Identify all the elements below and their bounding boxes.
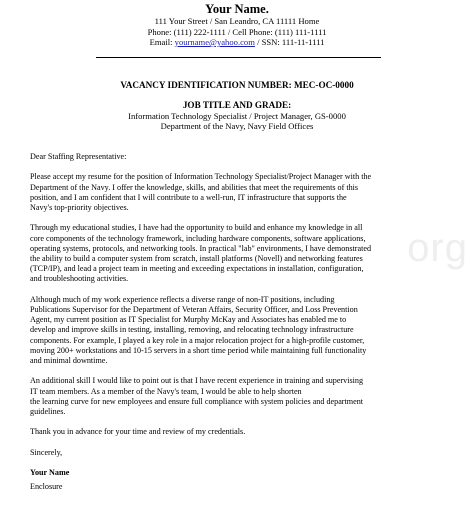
applicant-name: Your Name. [205, 2, 269, 16]
signature-name: Your Name [30, 468, 70, 478]
paragraph-line: the ability to build a computer system from scratch, install platforms (Novell) and networking features [30, 254, 363, 263]
paragraph-line: Sincerely, [30, 447, 63, 457]
paragraph-line: Publications Supervisor for the Department of Veteran Affairs, Security Officer, and Loss Prevention [30, 305, 358, 314]
paragraph-line: Through my educational studies, I have had the opportunity to build and enhance my knowledge in all [30, 223, 363, 233]
salutation: Dear Staffing Representative: [30, 152, 127, 161]
paragraph-line: Agent, my current position as IT Specialist for Murphy McKay and Associates has enabled me to [30, 315, 347, 325]
paragraph-line: Department of the Navy. I offer the knowledge, skills, and abilities that meet the requirements of this [30, 182, 359, 192]
paragraph-line: Thank you in advance for your time and review of my credentials. [30, 427, 246, 437]
job-title: Information Technology Specialist / Project Manager, GS-0000 [128, 110, 346, 121]
letter-header [0, 2, 474, 48]
paragraph-line: position, and I am confident that I will contribute to a well-run, IT infrastructure that supports the [30, 192, 347, 202]
job-heading: JOB TITLE AND GRADE: [182, 100, 292, 110]
paragraph-line: core components of the technology framework, including hardware components, software applications, [30, 233, 366, 243]
paragraph-line: develop and improve skills in testing, installing, removing, and relocating technology infrastructure [30, 325, 354, 335]
paragraph-line: and troubleshooting activities. [30, 274, 129, 284]
letter-paragraph [30, 223, 450, 284]
ssn-text: / SSN: 111-11-1111 [257, 37, 325, 47]
paragraph-container [30, 172, 450, 458]
email-label: Email: [149, 37, 173, 47]
job-department: Department of the Navy, Navy Field Offices [160, 121, 314, 131]
paragraph-line: operating systems, protocols, and networking tools. In practical "lab" environments, I have demonstrated [30, 243, 372, 253]
paragraph-line: and minimal downtime. [30, 356, 108, 366]
paragraph-line: guidelines. [30, 407, 66, 417]
letter-paragraph [30, 376, 450, 417]
letter-paragraph [30, 172, 450, 213]
paragraph-line: Although much of my work experience reflects a diverse range of non-IT positions, including [30, 294, 335, 304]
address-line: 111 Your Street / San Leandro, CA 11111 Home [154, 16, 320, 26]
paragraph-line: the learning curve for new employees and ensure full compliance with system policies and department [30, 396, 364, 406]
paragraph-line: moving 200+ workstations and 10-15 servers in a short time period while maintaining full functionality [30, 345, 367, 355]
email-line [0, 37, 474, 48]
paragraph-line: Please accept my resume for the position of Information Technology Specialist/Project Manager with the [30, 172, 372, 182]
letter-body [30, 152, 450, 493]
watermark-text: org [407, 226, 468, 270]
phone-line: Phone: (111) 222-1111 / Cell Phone: (111) 111-1111 [147, 26, 327, 37]
letter-paragraph [30, 427, 450, 437]
letter-paragraph [30, 448, 450, 458]
paragraph-line: IT team members. As a member of the Navy's team, I would be able to help shorten [30, 386, 302, 396]
paragraph-line: components. For example, I played a key role in a major relocation project for a high-profile customer, [30, 335, 365, 345]
paragraph-line: Navy's top-priority objectives. [30, 203, 129, 212]
header-divider [96, 57, 381, 58]
vacancy-heading: VACANCY IDENTIFICATION NUMBER: MEC-OC-0000 [120, 80, 354, 90]
enclosure-note: Enclosure [30, 482, 63, 492]
letter-paragraph [30, 295, 450, 366]
paragraph-line: (TCP/IP), and lead a project team in meeting and exceeding expectations in installation, configuration, [30, 264, 364, 274]
email-link[interactable]: yourname@yahoo.com [174, 37, 255, 47]
job-block [0, 100, 474, 132]
paragraph-line: An additional skill I would like to point out is that I have recent experience in training and supervising [30, 376, 364, 386]
